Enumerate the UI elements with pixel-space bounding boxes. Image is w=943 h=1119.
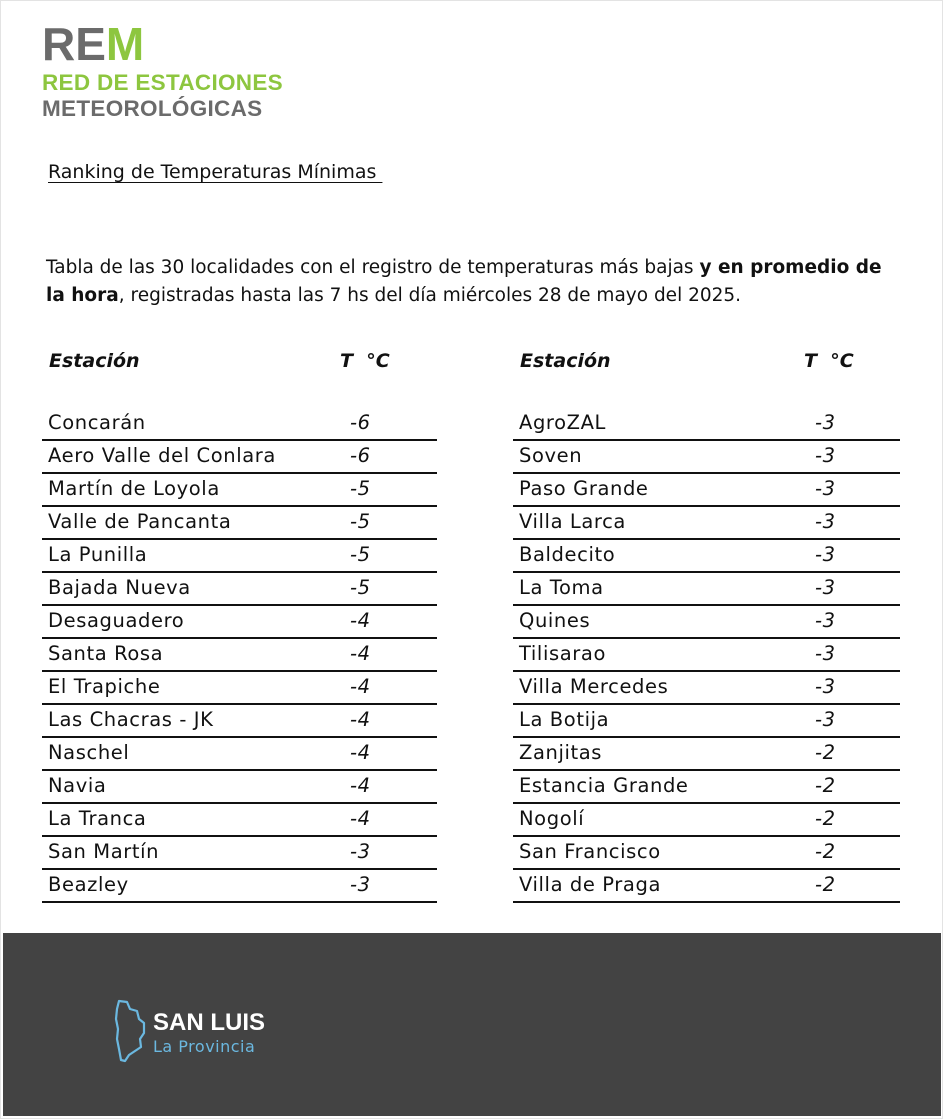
rem-logo: [42, 18, 283, 122]
temperature-value: -4: [350, 708, 371, 731]
table-row: [513, 837, 900, 870]
station-name: Estancia Grande: [519, 774, 689, 797]
station-name: Concarán: [48, 411, 146, 434]
table-row: [513, 573, 900, 606]
temperature-value: -3: [350, 873, 371, 896]
rem-logo-re: RE: [42, 18, 106, 70]
table-row: [513, 606, 900, 639]
temperature-value: -5: [350, 510, 371, 533]
temperature-value: -6: [350, 444, 371, 467]
station-name: Paso Grande: [519, 477, 649, 500]
table-row: [513, 672, 900, 705]
intro-text-1: Tabla de las 30 localidades con el registro de temperaturas más bajas: [46, 257, 700, 278]
temperature-value: -3: [815, 444, 836, 467]
table-row: [513, 639, 900, 672]
station-name: Naschel: [48, 741, 130, 764]
station-name: La Botija: [519, 708, 610, 731]
table-row: [42, 837, 437, 870]
temperature-value: -3: [815, 708, 836, 731]
temperature-value: -2: [815, 774, 836, 797]
temperature-value: -4: [350, 642, 371, 665]
san-luis-title: SAN LUIS: [153, 1009, 266, 1036]
table-row: [513, 507, 900, 540]
table-row: [42, 672, 437, 705]
station-name: Desaguadero: [48, 609, 185, 632]
rem-logo-mark: [42, 18, 283, 70]
station-name: Martín de Loyola: [48, 477, 220, 500]
temperature-value: -3: [815, 411, 836, 434]
station-name: Villa de Praga: [519, 873, 661, 896]
table-row: [42, 573, 437, 606]
right-station-header: Estación: [520, 350, 611, 372]
table-row: [42, 705, 437, 738]
temperature-value: -2: [815, 741, 836, 764]
station-name: Quines: [519, 609, 591, 632]
temperature-value: -3: [815, 510, 836, 533]
intro-paragraph: [46, 254, 906, 310]
left-temp-header: T °C: [340, 350, 390, 372]
temperature-value: -4: [350, 675, 371, 698]
san-luis-subtitle: La Provincia: [153, 1037, 256, 1056]
san-luis-map-icon: [113, 999, 151, 1063]
table-row: [513, 540, 900, 573]
temperature-value: -3: [815, 477, 836, 500]
right-temp-header: T °C: [804, 350, 854, 372]
table-row: [513, 870, 900, 903]
temperature-value: -2: [815, 873, 836, 896]
temperature-value: -6: [350, 411, 371, 434]
temperature-value: -2: [815, 840, 836, 863]
temperature-value: -3: [815, 543, 836, 566]
station-name: El Trapiche: [48, 675, 161, 698]
temperature-value: -3: [815, 609, 836, 632]
table-row: [513, 738, 900, 771]
table-row: [513, 441, 900, 474]
station-name: Las Chacras - JK: [48, 708, 214, 731]
station-name: La Toma: [519, 576, 604, 599]
station-name: Tilisarao: [519, 642, 606, 665]
station-name: San Martín: [48, 840, 160, 863]
station-name: Valle de Pancanta: [48, 510, 232, 533]
table-row: [42, 408, 437, 441]
table-row: [42, 738, 437, 771]
table-row: [42, 507, 437, 540]
temperature-value: -5: [350, 477, 371, 500]
table-row: [42, 474, 437, 507]
temperature-value: -4: [350, 774, 371, 797]
temperature-value: -5: [350, 576, 371, 599]
temperature-value: -3: [815, 642, 836, 665]
footer-bar: [3, 933, 941, 1116]
table-row: [513, 705, 900, 738]
temperature-value: -3: [815, 576, 836, 599]
left-station-header: Estación: [49, 350, 140, 372]
station-name: Villa Larca: [519, 510, 626, 533]
temperature-value: -3: [815, 675, 836, 698]
table-row: [513, 804, 900, 837]
table-row: [42, 540, 437, 573]
table-row: [42, 870, 437, 903]
station-name: AgroZAL: [519, 411, 606, 434]
table-row: [42, 639, 437, 672]
station-name: San Francisco: [519, 840, 661, 863]
station-name: Navia: [48, 774, 107, 797]
temperature-value: -5: [350, 543, 371, 566]
temperature-value: -2: [815, 807, 836, 830]
intro-text-bold: y en promedio de la hora: [46, 257, 882, 306]
table-row: [513, 771, 900, 804]
station-name: La Tranca: [48, 807, 147, 830]
table-row: [42, 441, 437, 474]
rem-logo-line1: RED DE ESTACIONES: [42, 70, 283, 95]
table-row: [513, 474, 900, 507]
station-name: Santa Rosa: [48, 642, 164, 665]
table-row: [42, 606, 437, 639]
table-row: [42, 771, 437, 804]
page-title: Ranking de Temperaturas Mínimas: [48, 161, 383, 183]
station-name: Bajada Nueva: [48, 576, 191, 599]
temperature-value: -4: [350, 609, 371, 632]
station-name: Aero Valle del Conlara: [48, 444, 276, 467]
station-name: Zanjitas: [519, 741, 603, 764]
station-name: Villa Mercedes: [519, 675, 669, 698]
station-name: La Punilla: [48, 543, 148, 566]
right-ranking-table: [513, 408, 900, 903]
station-name: Soven: [519, 444, 583, 467]
station-name: Nogolí: [519, 807, 585, 830]
station-name: Baldecito: [519, 543, 616, 566]
table-row: [42, 804, 437, 837]
rem-logo-m: M: [105, 18, 145, 70]
station-name: Beazley: [48, 873, 129, 896]
table-row: [513, 408, 900, 441]
temperature-value: -3: [350, 840, 371, 863]
temperature-value: -4: [350, 807, 371, 830]
intro-text-2: , registradas hasta las 7 hs del día miércoles 28 de mayo del 2025.: [118, 285, 742, 306]
temperature-value: -4: [350, 741, 371, 764]
left-ranking-table: [42, 408, 437, 903]
rem-logo-line2: METEOROLÓGICAS: [42, 96, 263, 121]
